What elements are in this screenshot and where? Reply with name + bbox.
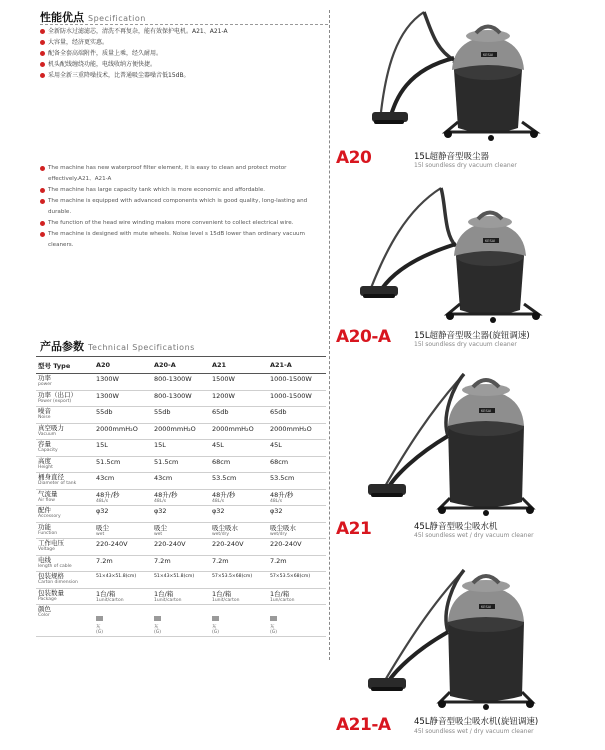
spec-value-text: 7.2m xyxy=(211,556,229,565)
spec-row xyxy=(36,473,326,490)
spec-value xyxy=(268,456,326,473)
spec-value xyxy=(94,588,152,605)
features-list-cn xyxy=(40,26,328,81)
spec-value-text: 灰 xyxy=(153,625,159,630)
spec-value-text: 220-240V xyxy=(153,540,186,548)
features-rule xyxy=(40,24,328,25)
spec-value-text: 吸尘吸水 xyxy=(211,523,238,532)
model-label: A20-A xyxy=(336,327,391,347)
spec-value xyxy=(210,489,268,506)
spec-value xyxy=(210,522,268,539)
spec-value-sub: (G) xyxy=(153,630,161,635)
product-a20 xyxy=(336,0,605,180)
spec-row xyxy=(36,440,326,457)
spec-label xyxy=(36,473,94,490)
spec-label-cn: 高度 xyxy=(38,456,51,465)
feature-cn: 配备全套高端附件，质量上乘，经久耐用。 xyxy=(40,48,328,59)
spec-value xyxy=(268,489,326,506)
product-a21-a xyxy=(336,560,605,750)
spec-label-cn: 功率（出口） xyxy=(38,390,77,399)
spec-value-text: 51×43×51.8(cm) xyxy=(96,574,137,579)
spec-label xyxy=(36,555,94,572)
spec-value-text: 220-240V xyxy=(96,540,128,548)
spec-value-text: 48升/秒 xyxy=(211,490,236,499)
product-a20-a xyxy=(336,180,605,355)
feature-en: The machine is designed with mute wheels. Noise level s 15dB lower than ordinary vacuum cleaners. xyxy=(40,229,328,251)
spec-row xyxy=(36,407,326,424)
spec-value xyxy=(152,555,210,572)
spec-value-text: 2000mmH₂O xyxy=(211,424,254,433)
spec-value xyxy=(268,407,326,424)
features-title-en: Specification xyxy=(88,14,146,23)
spec-value-text: 65db xyxy=(211,408,229,416)
spec-label-en: length of cable xyxy=(38,563,72,569)
spec-label-en: Height xyxy=(38,464,53,470)
spec-value xyxy=(268,506,326,523)
spec-value xyxy=(268,588,326,605)
product-name-cn: 45L静音型吸尘吸水机 xyxy=(414,522,498,532)
spec-label xyxy=(36,374,94,391)
spec-label-cn: 容量 xyxy=(38,440,51,448)
spec-value-text: 灰 xyxy=(269,625,275,630)
header-type: 型号 Type xyxy=(36,357,94,374)
spec-value-text: 1300W xyxy=(96,375,119,383)
spec-row xyxy=(36,555,326,572)
spec-value-text: 15L xyxy=(153,441,166,449)
svg-text:KESAI: KESAI xyxy=(485,239,496,243)
spec-value xyxy=(94,374,152,391)
spec-value-text: 吸尘 xyxy=(96,523,109,532)
spec-label-en: Power (export) xyxy=(38,398,72,404)
spec-label-en: Vacuum xyxy=(38,431,57,437)
spec-value-text: 220-240V xyxy=(211,540,244,548)
spec-value-text: 7.2m xyxy=(153,556,171,565)
spec-label-en: Color xyxy=(38,613,50,618)
svg-text:KESAI: KESAI xyxy=(483,53,494,57)
spec-value-sub: (G) xyxy=(211,630,219,635)
spec-label-cn: 功率 xyxy=(38,374,51,382)
spec-value-sub: (G) xyxy=(269,630,277,635)
spec-value-text: 7.2m xyxy=(269,556,287,565)
spec-value-sub: wet/dry xyxy=(211,531,230,537)
spec-value xyxy=(268,423,326,440)
spec-row xyxy=(36,539,326,556)
product-name-cn: 15L超静音型吸尘器(旋钮调速) xyxy=(414,331,530,341)
spec-value-text: 灰 xyxy=(96,625,101,630)
spec-value-text: 800-1300W xyxy=(153,375,192,383)
vacuum-small-image xyxy=(336,180,605,330)
feature-en: The machine is equipped with advanced components which is good quality, long-lasting and durable. xyxy=(40,196,328,218)
spec-label-cn: 桶身直径 xyxy=(38,473,64,481)
spec-label xyxy=(36,440,94,457)
spec-value-sub: 1unit/carton xyxy=(211,597,240,603)
spec-value-text: 68cm xyxy=(269,457,289,466)
product-column xyxy=(336,0,605,750)
spec-value xyxy=(94,555,152,572)
feature-cn: 全新防水过滤滤芯，清洗不再复杂，能有效保护电机。A21、A21-A xyxy=(40,26,328,37)
spec-value xyxy=(268,539,326,556)
vacuum-small-image xyxy=(336,0,605,150)
spec-value xyxy=(210,390,268,407)
spec-value xyxy=(210,506,268,523)
spec-label-cn: 包装规格 xyxy=(38,572,64,580)
spec-label-cn: 颜色 xyxy=(38,605,51,613)
spec-value-sub: 48L/s xyxy=(269,498,283,504)
spec-value xyxy=(210,555,268,572)
spec-row xyxy=(36,423,326,440)
spec-value xyxy=(94,440,152,457)
feature-cn: 机头配线缠绕功能，电线收纳方便快捷。 xyxy=(40,59,328,70)
spec-row xyxy=(36,572,326,589)
spec-value-text: 48升/秒 xyxy=(269,490,294,499)
spec-value xyxy=(94,572,152,589)
features-list-en xyxy=(40,163,328,251)
spec-value-text: 51.5cm xyxy=(96,457,121,466)
tech-heading xyxy=(40,338,195,354)
spec-row xyxy=(36,522,326,539)
spec-value xyxy=(268,555,326,572)
spec-value-text: 1台/箱 xyxy=(269,589,290,598)
spec-row xyxy=(36,605,326,637)
spec-value xyxy=(152,423,210,440)
spec-label xyxy=(36,588,94,605)
feature-cn: 采用全新三重降噪技术，比普通吸尘器噪音低15dB。 xyxy=(40,70,328,81)
header-model: A21-A xyxy=(268,357,326,374)
spec-value xyxy=(268,440,326,457)
spec-value-text: 灰 xyxy=(211,625,217,630)
spec-value xyxy=(94,473,152,490)
spec-label-cn: 气流量 xyxy=(38,489,58,498)
spec-value xyxy=(210,423,268,440)
spec-row xyxy=(36,588,326,605)
spec-value xyxy=(152,407,210,424)
spec-value-sub: 1unit/carton xyxy=(153,597,182,603)
spec-value xyxy=(152,473,210,490)
product-name-cn: 45L静音型吸尘吸水机(旋钮调速) xyxy=(414,717,539,727)
feature-cn: 大容量，经济更实惠。 xyxy=(40,37,328,48)
spec-value xyxy=(268,374,326,391)
product-name-en: 15l soundless dry vacuum cleaner xyxy=(414,341,517,348)
spec-value-text: 45L xyxy=(211,441,224,449)
spec-table xyxy=(36,356,326,637)
spec-label-en: Carton dimension xyxy=(38,580,78,585)
spec-row xyxy=(36,374,326,391)
feature-en: The function of the head wire winding makes more convenient to collect electrical wire. xyxy=(40,218,328,229)
spec-value xyxy=(152,489,210,506)
spec-value xyxy=(94,489,152,506)
spec-value-text: 2000mmH₂O xyxy=(153,424,196,433)
header-model: A21 xyxy=(210,357,268,374)
spec-value xyxy=(210,374,268,391)
spec-value-text: φ32 xyxy=(96,507,109,515)
spec-label-en: Air flow xyxy=(38,497,55,503)
spec-label xyxy=(36,539,94,556)
spec-label xyxy=(36,605,94,637)
spec-label-en: Function xyxy=(38,530,58,536)
spec-value-text: 43cm xyxy=(96,474,115,482)
color-swatch xyxy=(212,616,219,621)
spec-header-row xyxy=(36,357,326,374)
spec-value xyxy=(210,407,268,424)
spec-value-text: φ32 xyxy=(153,507,167,515)
spec-value-text: 48升/秒 xyxy=(96,490,120,499)
spec-label xyxy=(36,456,94,473)
spec-value-text: 48升/秒 xyxy=(153,490,178,499)
spec-value-text: 吸尘 xyxy=(153,523,167,532)
header-model: A20 xyxy=(94,357,152,374)
spec-value-text: 65db xyxy=(269,408,287,416)
spec-value-text: 1000-1500W xyxy=(269,375,312,383)
feature-en: The machine has large capacity tank which is more economic and affordable. xyxy=(40,185,328,196)
spec-value xyxy=(152,456,210,473)
spec-value-text: 1000-1500W xyxy=(269,391,312,400)
color-swatch xyxy=(270,616,277,621)
spec-value xyxy=(268,473,326,490)
model-label: A21 xyxy=(336,519,372,539)
spec-row xyxy=(36,390,326,407)
color-swatch xyxy=(154,616,161,621)
spec-row xyxy=(36,506,326,523)
spec-value-text: 吸尘吸水 xyxy=(269,523,296,532)
spec-value-text: φ32 xyxy=(269,507,283,515)
product-name-en: 15l soundless dry vacuum cleaner xyxy=(414,162,517,169)
tech-title-en: Technical Specifications xyxy=(88,343,195,352)
spec-value xyxy=(94,539,152,556)
spec-value xyxy=(94,506,152,523)
spec-value-text: 800-1300W xyxy=(153,391,192,400)
spec-label-en: Diameter of tank xyxy=(38,481,77,486)
spec-value-text: 53.5cm xyxy=(211,474,237,482)
product-name-en: 45l soundless wet / dry vacuum cleaner xyxy=(414,728,534,735)
product-name-en: 45l soundless wet / dry vacuum cleaner xyxy=(414,532,534,539)
spec-value-sub: 48L/s xyxy=(211,498,225,504)
model-label: A21-A xyxy=(336,715,391,735)
spec-value xyxy=(210,572,268,589)
spec-value-text: 45L xyxy=(269,441,282,449)
header-model: A20-A xyxy=(152,357,210,374)
spec-value xyxy=(152,572,210,589)
spec-value-text: 51.5cm xyxy=(153,457,179,466)
spec-value xyxy=(210,440,268,457)
spec-value-sub: wet/dry xyxy=(269,531,288,537)
spec-value-text: 7.2m xyxy=(96,556,113,565)
spec-label-cn: 工作电压 xyxy=(38,539,64,547)
spec-value xyxy=(210,539,268,556)
spec-value xyxy=(152,440,210,457)
spec-value xyxy=(94,423,152,440)
spec-value-text: 2000mmH₂O xyxy=(269,424,312,433)
spec-value xyxy=(210,588,268,605)
spec-value-text: 53.5cm xyxy=(269,474,295,482)
svg-text:KESAI: KESAI xyxy=(481,409,492,413)
spec-value-sub: 1un/carton xyxy=(269,597,295,603)
spec-value-text: 55db xyxy=(96,408,113,416)
spec-value-text: 2000mmH₂O xyxy=(96,424,138,433)
spec-value-text: φ32 xyxy=(211,507,225,515)
spec-value-sub: wet xyxy=(153,531,163,537)
spec-value-text: 1500W xyxy=(211,375,235,383)
spec-row xyxy=(36,489,326,506)
svg-text:KESAI: KESAI xyxy=(481,605,492,609)
color-swatch xyxy=(96,616,103,621)
spec-label-en: Noise xyxy=(38,415,51,420)
spec-value-text: 1200W xyxy=(211,391,235,400)
spec-value-text: 1台/箱 xyxy=(96,589,116,598)
features-title-cn: 性能优点 xyxy=(40,11,84,24)
spec-label-en: Package xyxy=(38,596,57,602)
column-divider xyxy=(329,10,330,660)
vacuum-large-image xyxy=(336,560,605,715)
spec-label-cn: 真空吸力 xyxy=(38,423,64,432)
spec-label-en: Voltage xyxy=(38,547,55,552)
spec-label-en: Accessory xyxy=(38,514,61,519)
spec-value-text: 1300W xyxy=(96,391,119,400)
spec-value-text: 1台/箱 xyxy=(153,589,174,598)
spec-value-sub: 1unit/carton xyxy=(96,597,124,603)
spec-value xyxy=(152,390,210,407)
spec-label xyxy=(36,407,94,424)
spec-value xyxy=(94,456,152,473)
spec-label-cn: 配件 xyxy=(38,506,51,514)
spec-label xyxy=(36,390,94,407)
spec-value xyxy=(210,473,268,490)
model-label: A20 xyxy=(336,148,372,168)
tech-title-cn: 产品参数 xyxy=(40,340,84,353)
spec-value-sub: 48L/s xyxy=(96,498,109,504)
spec-value-text: 220-240V xyxy=(269,540,302,548)
vacuum-large-image xyxy=(336,360,605,520)
spec-row xyxy=(36,456,326,473)
spec-value xyxy=(94,522,152,539)
spec-label xyxy=(36,572,94,589)
spec-value xyxy=(94,407,152,424)
spec-value xyxy=(94,390,152,407)
spec-value-sub: (G) xyxy=(96,630,103,635)
spec-value xyxy=(152,588,210,605)
spec-value xyxy=(210,456,268,473)
spec-label-cn: 包装数量 xyxy=(38,588,64,597)
spec-value xyxy=(152,374,210,391)
spec-label xyxy=(36,522,94,539)
spec-value-text: 15L xyxy=(96,441,108,449)
spec-value xyxy=(268,522,326,539)
spec-label-cn: 噪音 xyxy=(38,407,51,415)
spec-label-cn: 功能 xyxy=(38,522,51,531)
spec-label xyxy=(36,506,94,523)
spec-label xyxy=(36,489,94,506)
spec-value-text: 51×43×51.8(cm) xyxy=(153,574,195,579)
feature-en: The machine has new waterproof filter element, it is easy to clean and protect motor effectively.A21、A21-A xyxy=(40,163,328,185)
spec-value-text: 1台/箱 xyxy=(211,589,232,598)
spec-value-text: 55db xyxy=(153,408,171,416)
spec-value xyxy=(152,605,210,637)
spec-label xyxy=(36,423,94,440)
spec-value xyxy=(210,605,268,637)
spec-value xyxy=(152,506,210,523)
spec-value-sub: wet xyxy=(96,531,105,537)
spec-value xyxy=(94,605,152,637)
spec-label-en: power xyxy=(38,382,52,387)
product-name-cn: 15L超静音型吸尘器 xyxy=(414,152,490,162)
spec-label-en: Capacity xyxy=(38,448,58,453)
spec-label-cn: 电线 xyxy=(38,555,51,564)
spec-value-text: 43cm xyxy=(153,474,173,482)
spec-value-text: 57×53.5×68(cm) xyxy=(211,574,253,579)
spec-value xyxy=(268,390,326,407)
product-a21 xyxy=(336,360,605,550)
spec-value-text: 68cm xyxy=(211,457,231,466)
spec-value-text: 57×53.5×68(cm) xyxy=(269,574,311,579)
spec-value xyxy=(152,522,210,539)
spec-value xyxy=(152,539,210,556)
spec-value xyxy=(268,605,326,637)
spec-value xyxy=(268,572,326,589)
features-heading xyxy=(40,9,146,25)
spec-value-sub: 48L/s xyxy=(153,498,167,504)
